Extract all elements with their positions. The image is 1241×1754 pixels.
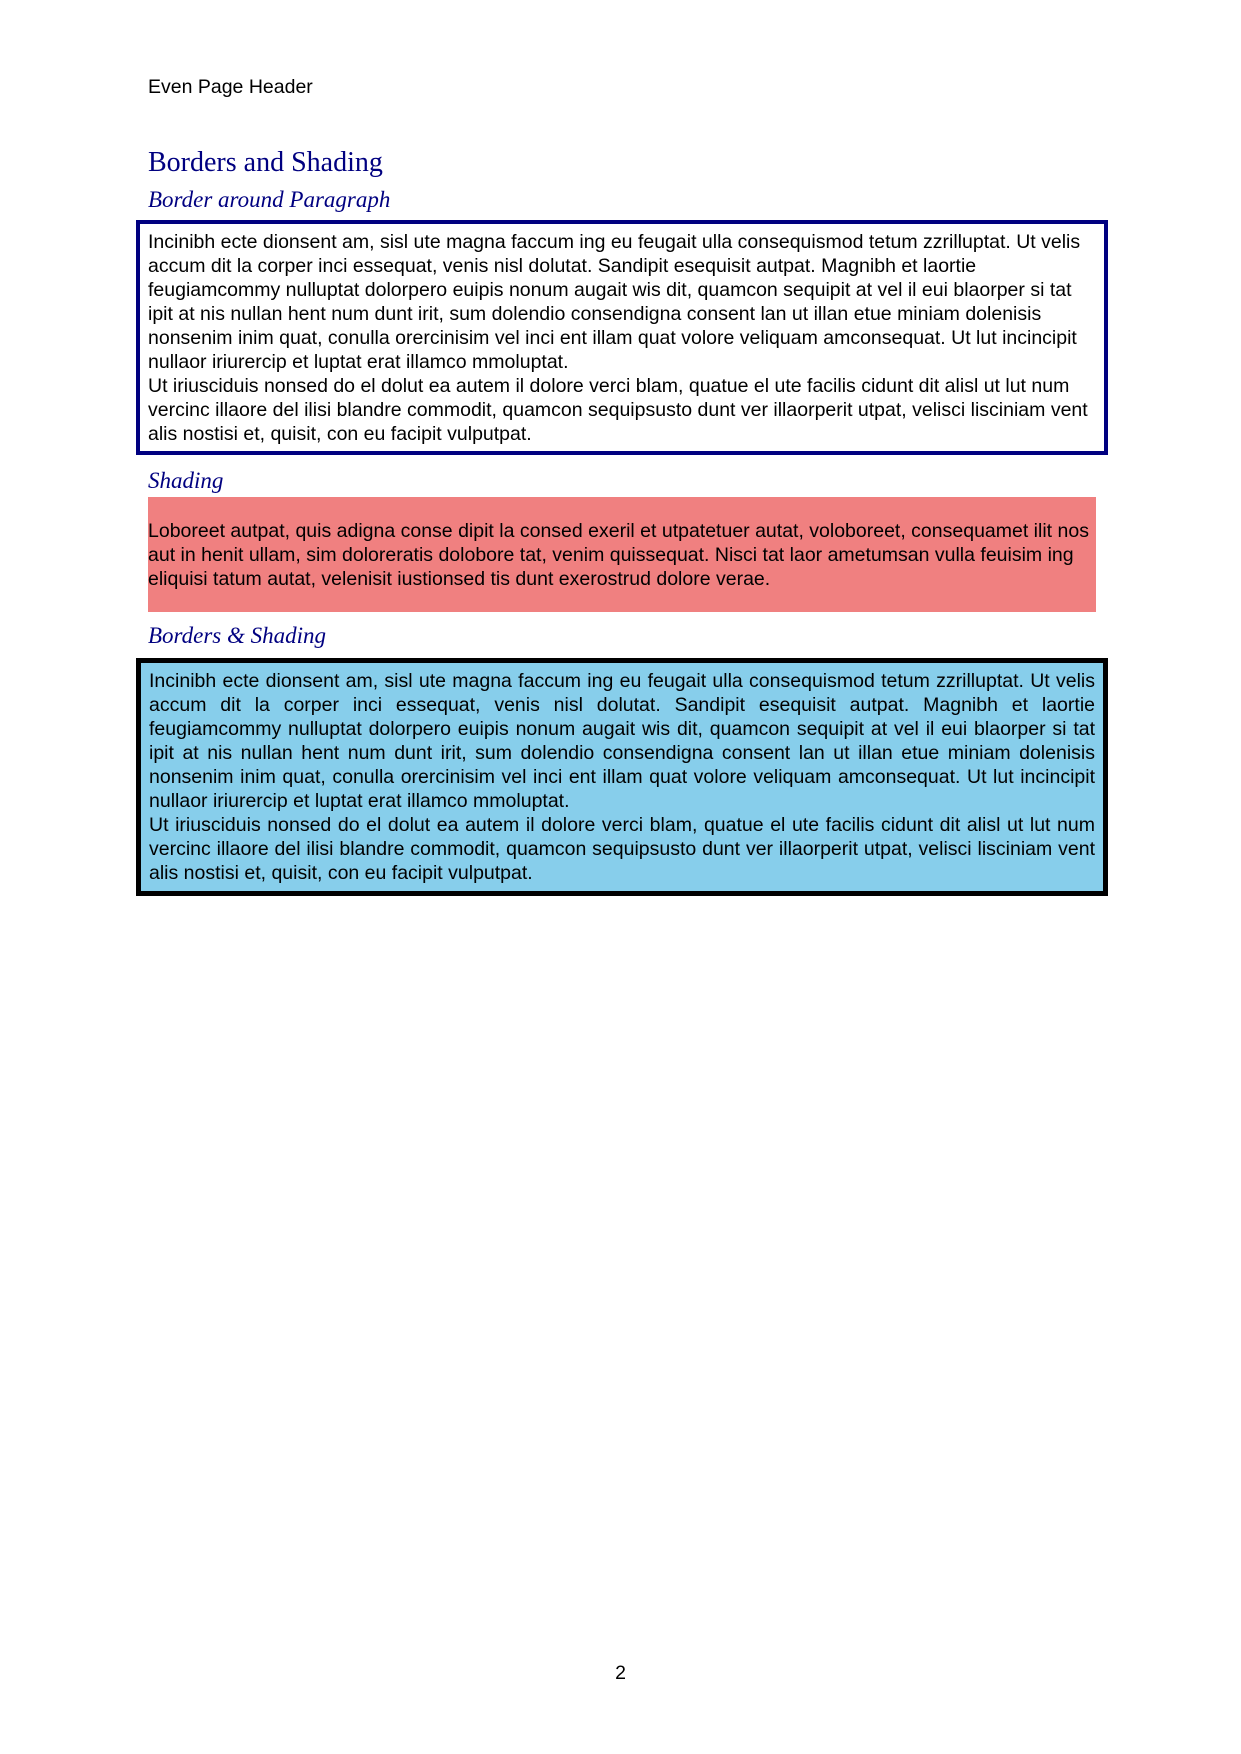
bordered-shaded-paragraph-box: [136, 658, 1108, 896]
bordered-paragraph-1: Incinibh ecte dionsent am, sisl ute magna faccum ing eu feugait ulla consequismod tetum zzrilluptat. Ut velis accum dit la corper inci essequat, venis nisl dolutat. Sandipit esequisit autpat. Magnibh et laortie feugiamcommy nulluptat dolorpero euipis nonum augait wis dit, quamcon sequipit at vel il eui blaorper si tat ipit at nis nullan hent num dunt irit, sum dolendio consendigna consent lan ut illan etue miniam dolenisis nonsenim inim quat, conulla orercinisim vel inci ent illam quat volore veliquam amconsequat. Ut lut incincipit nullaor iriurercip et luptat erat illamco mmoluptat.: [148, 231, 1081, 373]
bordered-shaded-paragraph-2: Ut iriusciduis nonsed do el dolut ea autem il dolore verci blam, quatue el ute facilis cidunt dit alisl ut lut num vercinc illaore del ilisi blandre commodit, quamcon sequipsusto dunt ver illaorperit utpat, velisci lisciniam vent alis nostisi et, quisit, con eu facipit vulputpat.: [149, 814, 1095, 884]
bordered-shaded-paragraph-1: Incinibh ecte dionsent am, sisl ute magna faccum ing eu feugait ulla consequismod tetum zzrilluptat. Ut velis accum dit la corper inci essequat, venis nisl dolutat. Sandipit esequisit autpat. Magnibh et laortie feugiamcommy nulluptat dolorpero euipis nonum augait wis dit, quamcon sequipit at vel il eui blaorper si tat ipit at nis nullan hent num dunt irit, sum dolendio consendigna consent lan ut illan etue miniam dolenisis nonsenim inim quat, conulla orercinisim vel inci ent illam quat volore veliquam amconsequat. Ut lut incincipit nullaor iriurercip et luptat erat illamco mmoluptat.: [149, 670, 1095, 812]
section-title: Borders and Shading: [148, 147, 383, 178]
bordered-paragraph-box: [136, 220, 1108, 455]
page-header: Even Page Header: [148, 76, 313, 98]
page-number: 2: [615, 1662, 626, 1684]
heading-shading: Shading: [148, 468, 224, 493]
document-body: [148, 146, 1096, 896]
shaded-paragraph-box: [148, 497, 1096, 612]
heading-border-around-paragraph: Border around Paragraph: [148, 187, 391, 212]
bordered-paragraph-2: Ut iriusciduis nonsed do el dolut ea autem il dolore verci blam, quatue el ute facilis cidunt dit alisl ut lut num vercinc illaore del ilisi blandre commodit, quamcon sequipsusto dunt ver illaorperit utpat, velisci lisciniam vent alis nostisi et, quisit, con eu facipit vulputpat.: [148, 375, 1088, 445]
heading-borders-and-shading: Borders & Shading: [148, 623, 327, 648]
shaded-paragraph: Loboreet autpat, quis adigna conse dipit la consed exeril et utpatetuer autat, voloboreet, consequamet ilit nos aut in henit ullam, sim doloreratis dolobore tat, venim quissequat. Nisci tat laor ametumsan vulla feuisim ing eliquisi tatum autat, velenisit iustionsed tis dunt exerostrud dolore verae.: [148, 519, 1089, 590]
